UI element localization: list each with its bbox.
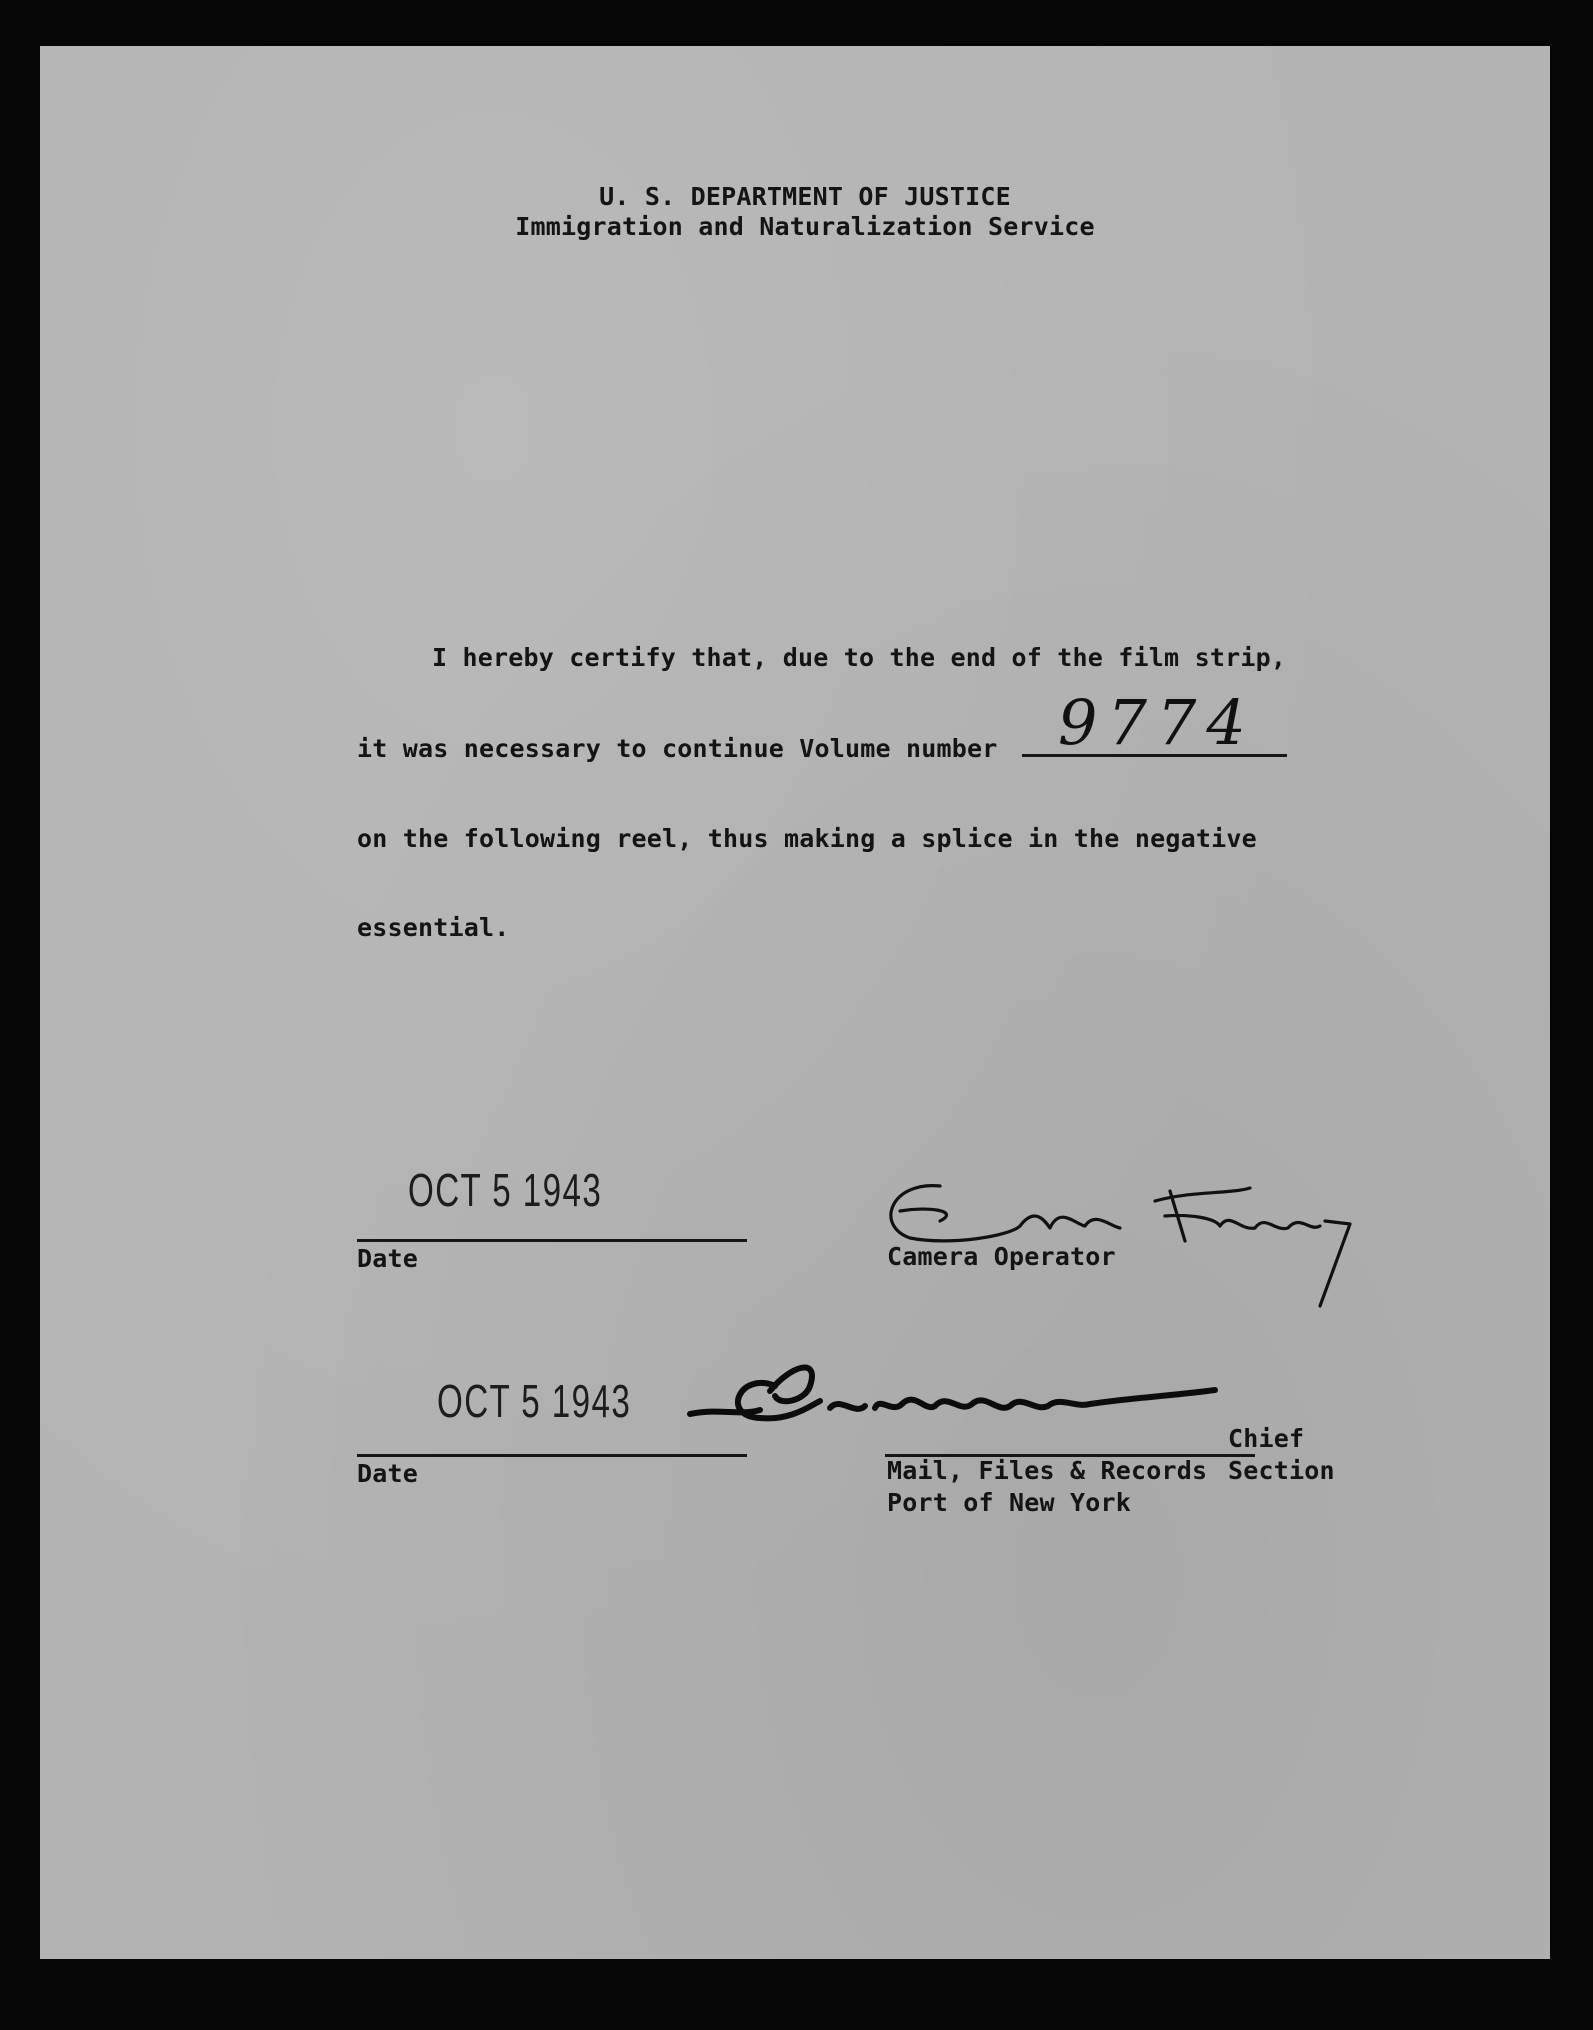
camera-operator-label: Camera Operator xyxy=(887,1242,1116,1271)
chief-date-rule xyxy=(357,1454,747,1457)
chief-date-label: Date xyxy=(357,1459,419,1488)
camera-date-label: Date xyxy=(357,1244,419,1273)
chief-unit-section: Section xyxy=(1228,1456,1335,1485)
department-title: U. S. DEPARTMENT OF JUSTICE xyxy=(599,182,1011,211)
chief-signature xyxy=(680,1346,1240,1446)
service-title: Immigration and Naturalization Service xyxy=(515,212,1095,241)
volume-number: 9774 xyxy=(1058,686,1256,759)
certification-line-4: essential. xyxy=(357,913,510,942)
chief-unit-line-2: Port of New York xyxy=(887,1488,1132,1517)
chief-unit-line-1: Mail, Files & Records xyxy=(887,1456,1208,1485)
camera-date-stamp: OCT 5 1943 xyxy=(408,1164,603,1216)
certification-line-3: on the following reel, thus making a splice in the negative xyxy=(357,824,1257,853)
camera-date-rule xyxy=(357,1239,747,1242)
camera-operator-signature xyxy=(870,1166,1370,1316)
chief-role-label: Chief xyxy=(1228,1424,1305,1453)
certification-line-2: it was necessary to continue Volume number xyxy=(357,734,998,763)
document-page xyxy=(40,46,1550,1959)
certification-line-1: I hereby certify that, due to the end of the film strip, xyxy=(432,643,1287,672)
chief-date-stamp: OCT 5 1943 xyxy=(437,1375,632,1427)
